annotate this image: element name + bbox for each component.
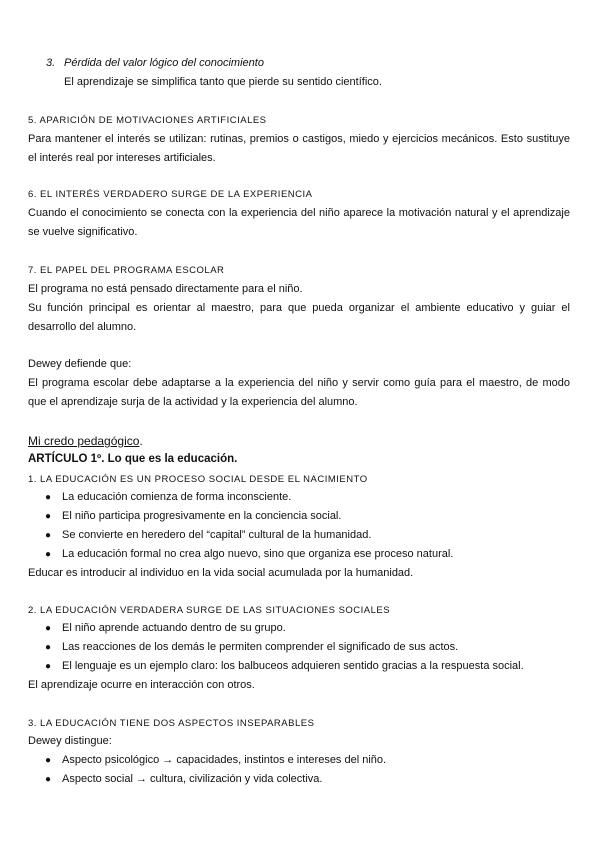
numbered-item-3 bbox=[46, 54, 264, 73]
list-item: ● El niño participa progresivamente en la conciencia social. bbox=[28, 507, 570, 526]
section-7-line-2: Su función principal es orientar al maestro, para que pueda organizar el ambiente educativo y guiar el desarrollo del alumno. bbox=[28, 302, 570, 333]
credo-section-1-heading: 1. LA EDUCACIÓN ES UN PROCESO SOCIAL DESDE EL NACIMIENTO bbox=[28, 474, 368, 485]
list-item: ● El niño aprende actuando dentro de su grupo. bbox=[28, 619, 570, 638]
bullet-icon: ● bbox=[45, 774, 52, 785]
dewey-intro: Dewey defiende que: bbox=[28, 358, 132, 370]
credo-block bbox=[28, 432, 570, 468]
credo-section-2-list bbox=[28, 619, 570, 676]
bullet-icon: ● bbox=[45, 661, 52, 672]
section-5-text: Para mantener el interés se utilizan: rutinas, premios o castigos, miedo y ejercicios mecánicos. Esto sustituye el interés real por intereses artificiales. bbox=[28, 133, 570, 164]
credo-title-suffix: . bbox=[139, 434, 143, 448]
list-item: ● Las reacciones de los demás le permiten comprender el significado de sus actos. bbox=[28, 638, 570, 657]
section-7 bbox=[28, 264, 570, 337]
credo-section-2 bbox=[28, 604, 570, 695]
bullet-icon: ● bbox=[45, 642, 52, 653]
list-item: ● La educación formal no crea algo nuevo, sino que organiza ese proceso natural. bbox=[28, 545, 570, 564]
bullet-icon: ● bbox=[45, 511, 52, 522]
section-6-heading: 6. EL INTERÉS VERDADERO SURGE DE LA EXPERIENCIA bbox=[28, 189, 313, 200]
dewey-block bbox=[28, 355, 570, 412]
credo-section-3-heading: 3. LA EDUCACIÓN TIENE DOS ASPECTOS INSEPARABLES bbox=[28, 718, 315, 729]
credo-section-1-list bbox=[28, 488, 570, 564]
bullet-icon: ● bbox=[45, 530, 52, 541]
list-item: ● Se convierte en heredero del “capital” cultural de la humanidad. bbox=[28, 526, 570, 545]
credo-section-1-conclusion: Educar es introducir al individuo en la vida social acumulada por la humanidad. bbox=[28, 567, 414, 579]
item-number: 3. bbox=[46, 57, 56, 69]
section-5-heading: 5. APARICIÓN DE MOTIVACIONES ARTIFICIALES bbox=[28, 115, 267, 126]
credo-section-2-conclusion: El aprendizaje ocurre en interacción con otros. bbox=[28, 679, 255, 691]
list-item: ● La educación comienza de forma inconsciente. bbox=[28, 488, 570, 507]
credo-section-1 bbox=[28, 473, 570, 583]
bullet-icon: ● bbox=[45, 492, 52, 503]
list-item: ● Aspecto psicológico → capacidades, instintos e intereses del niño. bbox=[28, 751, 570, 770]
credo-title: Mi credo pedagógico bbox=[28, 434, 140, 448]
section-7-heading: 7. EL PAPEL DEL PROGRAMA ESCOLAR bbox=[28, 265, 225, 276]
credo-section-3-list bbox=[28, 751, 570, 789]
credo-section-3-intro: Dewey distingue: bbox=[28, 735, 112, 747]
section-6 bbox=[28, 188, 570, 242]
item-3-text: El aprendizaje se simplifica tanto que pierde su sentido científico. bbox=[64, 76, 382, 88]
section-5 bbox=[28, 114, 570, 168]
list-item: ● El lenguaje es un ejemplo claro: los balbuceos adquieren sentido gracias a la respuesta social. bbox=[28, 657, 570, 676]
list-item: ● Aspecto social → cultura, civilización y vida colectiva. bbox=[28, 770, 570, 789]
bullet-icon: ● bbox=[45, 549, 52, 560]
credo-section-2-heading: 2. LA EDUCACIÓN VERDADERA SURGE DE LAS SITUACIONES SOCIALES bbox=[28, 605, 391, 616]
bullet-icon: ● bbox=[45, 755, 52, 766]
bullet-icon: ● bbox=[45, 623, 52, 634]
credo-section-3 bbox=[28, 717, 570, 789]
section-6-text: Cuando el conocimiento se conecta con la experiencia del niño aparece la motivación natural y el aprendizaje se vuelve significativo. bbox=[28, 207, 570, 238]
item-title: Pérdida del valor lógico del conocimiento bbox=[64, 57, 264, 69]
dewey-text: El programa escolar debe adaptarse a la experiencia del niño y servir como guía para el maestro, de modo que el aprendizaje surja de la actividad y la experiencia del alumno. bbox=[28, 377, 570, 408]
section-7-line-1: El programa no está pensado directamente para el niño. bbox=[28, 283, 303, 295]
article-heading: ARTÍCULO 1º. Lo que es la educación. bbox=[28, 453, 238, 465]
